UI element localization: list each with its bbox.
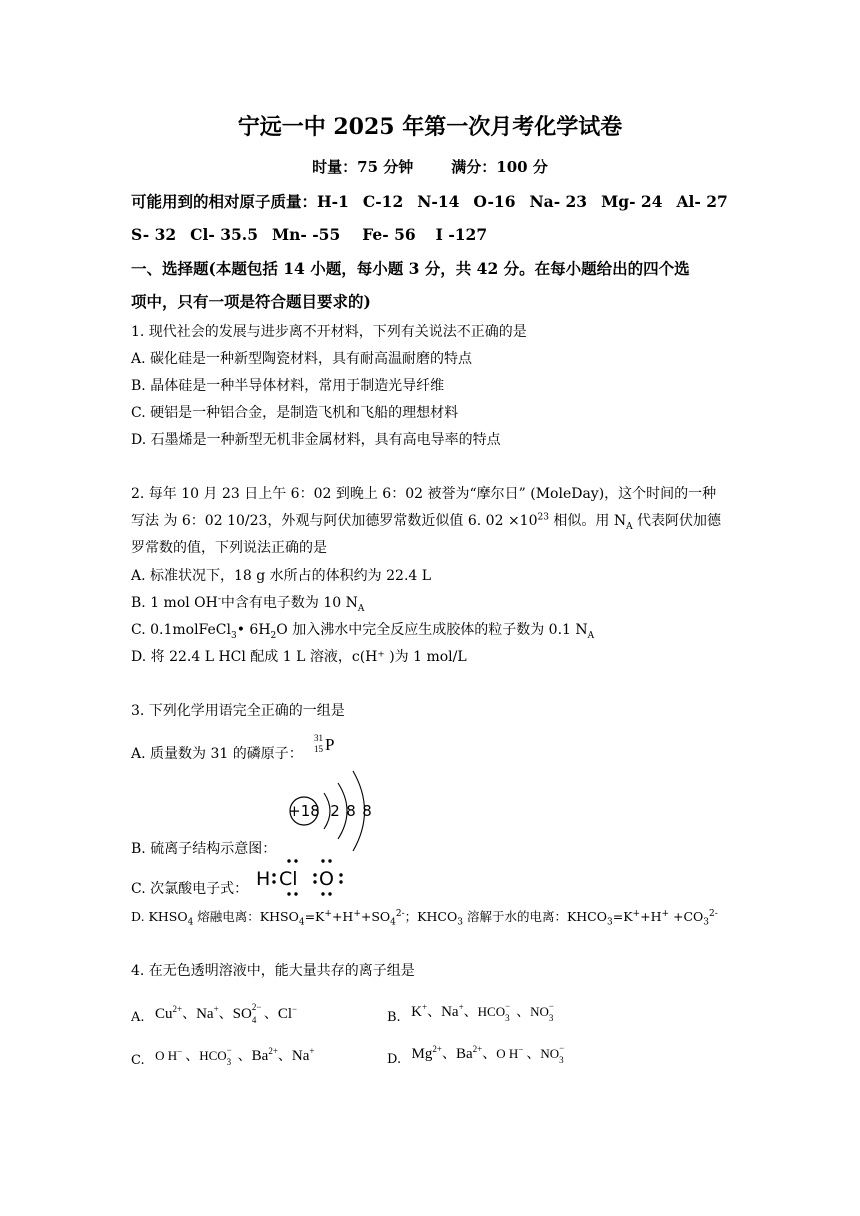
q4-stem: 4. 在无色透明溶液中，能大量共存的离子组是 bbox=[131, 963, 415, 979]
q2-option-b: B. 1 mol OH-中含有电子数为 10 $N_A$ bbox=[131, 594, 365, 614]
exam-title: 宁远一中 2025 年第一次月考化学试卷 bbox=[237, 114, 623, 140]
q3-option-d: D. $KHSO_4$ 熔融电离：$KHSO_4=K^++H^++SO_4^{2-}$；$KHCO_3$ 溶解于水的电离：$KHCO_3=K^++H^+ +CO_3^{2-}$ bbox=[131, 908, 718, 928]
q4-option-a: A. $Cu^{2+}$、Na+、SO 2− 4 、Cl− bbox=[131, 1002, 298, 1025]
mass-h: H-1 bbox=[317, 192, 349, 211]
q3-stem: 3. 下列化学用语完全正确的一组是 bbox=[131, 703, 345, 719]
q1-option-d: D. 石墨烯是一种新型无机非金属材料，具有高电导率的特点 bbox=[131, 432, 501, 448]
nucleus-charge: +18 bbox=[288, 802, 320, 820]
nuclide-symbol: P bbox=[325, 735, 335, 754]
atomic-masses-line-1 bbox=[131, 192, 728, 212]
mass-mn: Mn- -55 bbox=[271, 225, 341, 244]
exam-full-score: 满分：100 分 bbox=[451, 158, 548, 176]
q2-option-d: D. 将 22.4 L HCl 配成 1 L 溶液，c(H⁺ )为 1 mol/L bbox=[131, 649, 467, 665]
shell-3-electrons: 8 bbox=[362, 802, 372, 820]
section-heading-line-2: 项中，只有一项是符合题目要求的) bbox=[131, 292, 371, 311]
q2-stem-line-3: 罗常数的值，下列说法正确的是 bbox=[131, 540, 327, 556]
mass-i: I -127 bbox=[435, 225, 488, 244]
shell-2-electrons: 8 bbox=[346, 802, 356, 820]
nuclide-mass-number: 31 bbox=[314, 733, 323, 743]
shell-1-electrons: 2 bbox=[330, 802, 340, 820]
phosphorus-nuclide bbox=[312, 733, 342, 763]
mass-n: N-14 bbox=[417, 192, 460, 211]
q3-option-b: B. 硫离子结构示意图： bbox=[131, 841, 277, 857]
atom-cl: Cl bbox=[279, 868, 298, 890]
sulfide-ion-structure-diagram bbox=[280, 765, 390, 857]
section-heading-line-1: 一、选择题(本题包括 14 小题，每小题 3 分，共 42 分。在每小题给出的四个选 bbox=[131, 259, 690, 278]
mass-fe: Fe- 56 bbox=[362, 225, 416, 244]
mass-o: O-16 bbox=[473, 192, 516, 211]
atomic-masses-prefix: 可能用到的相对原子质量： bbox=[131, 192, 318, 211]
mass-na: Na- 23 bbox=[529, 192, 588, 211]
mass-c: C-12 bbox=[362, 192, 404, 211]
q2-option-a: A. 标准状况下，18 g 水所占的体积约为 22.4 L bbox=[131, 568, 432, 584]
q4-option-b-label: B. bbox=[387, 1010, 401, 1025]
q4-option-a-label: A. bbox=[131, 1010, 145, 1025]
q4-option-d-label: D. bbox=[387, 1052, 402, 1067]
q1-option-b: B. 晶体硅是一种半导体材料，常用于制造光导纤维 bbox=[131, 378, 445, 394]
mass-mg: Mg- 24 bbox=[601, 192, 663, 211]
q4-option-b: B. K+、Na+、HCO − 3 、NO − 3 bbox=[387, 1001, 554, 1025]
atomic-masses-line-2 bbox=[131, 225, 487, 245]
atom-o: O bbox=[319, 868, 334, 890]
q4-option-d: D. $Mg^{2+}$、$Ba^{2+}$、O H− 、NO − 3 bbox=[387, 1043, 565, 1067]
nuclide-atomic-number: 15 bbox=[314, 744, 323, 754]
q3-option-c: C. 次氯酸电子式： bbox=[131, 881, 249, 897]
mass-al: Al- 27 bbox=[676, 192, 728, 211]
mass-cl: Cl- 35.5 bbox=[190, 225, 258, 244]
q1-option-a: A. 碳化硅是一种新型陶瓷材料，具有耐高温耐磨的特点 bbox=[131, 351, 473, 367]
q4-option-c: C. O H− 、HCO − 3 、$Ba^{2+}$、Na+ bbox=[131, 1045, 315, 1068]
hypochlorous-acid-electron-formula bbox=[252, 855, 352, 899]
atom-h: H bbox=[256, 868, 271, 890]
mass-s: S- 32 bbox=[131, 225, 177, 244]
q2-stem-line-1: 2. 每年 10 月 23 日上午 6：02 到晚上 6：02 被誉为“摩尔日” (MoleDay)，这个时间的一种 bbox=[131, 486, 717, 502]
q4-option-c-label: C. bbox=[131, 1053, 145, 1068]
q2-stem-line-2: 写法 为 6：02 10/23，外观与阿伏加德罗常数近似值 6. $02 \times 10^{23}$ 相似。用 $N_A$ 代表阿伏加德 bbox=[131, 512, 722, 532]
q1-option-c: C. 硬铝是一种铝合金，是制造飞机和飞船的理想材料 bbox=[131, 405, 459, 421]
q1-stem: 1. 现代社会的发展与进步离不开材料，下列有关说法不正确的是 bbox=[131, 324, 527, 340]
exam-time-score bbox=[0, 157, 860, 177]
q2-option-c: C. 0.1molFeCl$_3$• $6H_2O$ 加入沸水中完全反应生成胶体的粒子数为 0.1 $N_A$ bbox=[131, 622, 595, 641]
q3-option-a: A. 质量数为 31 的磷原子： bbox=[131, 746, 303, 762]
exam-time: 时量：75 分钟 bbox=[312, 158, 414, 176]
